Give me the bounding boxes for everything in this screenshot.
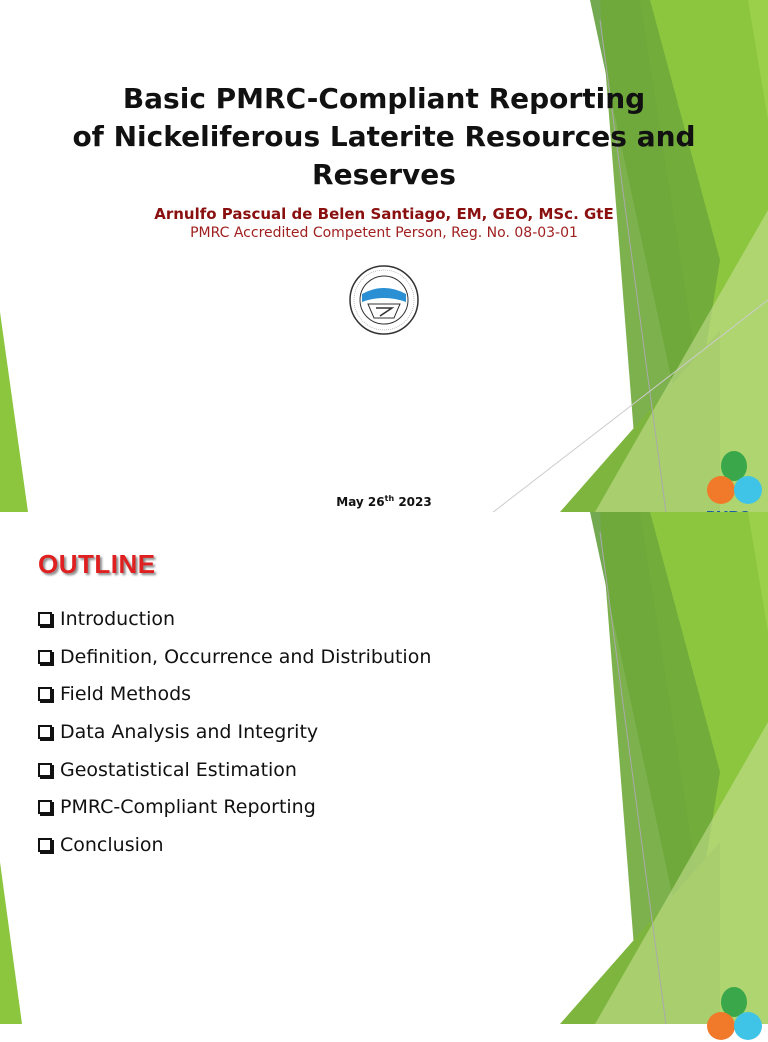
outline-item-label: Geostatistical Estimation bbox=[60, 758, 297, 781]
presentation-title bbox=[60, 80, 708, 194]
checkbox-bullet-icon bbox=[38, 725, 52, 739]
presentation-date bbox=[300, 494, 468, 509]
date-year: 2023 bbox=[394, 495, 432, 509]
outline-item-label: Introduction bbox=[60, 608, 176, 630]
list-item bbox=[36, 834, 431, 872]
checkbox-bullet-icon bbox=[38, 650, 52, 664]
title-line-2: of Nickeliferous Laterite Resources and bbox=[72, 120, 696, 153]
checkbox-bullet-icon bbox=[38, 612, 52, 626]
title-line-3: Reserves bbox=[312, 158, 456, 191]
date-day: May 26 bbox=[336, 495, 385, 509]
checkbox-bullet-icon bbox=[38, 687, 52, 701]
author-credential: PMRC Accredited Competent Person, Reg. No. 08-03-01 bbox=[190, 225, 578, 241]
outline-item-label: Definition, Occurrence and Distribution bbox=[60, 645, 432, 668]
list-item bbox=[36, 796, 431, 834]
list-item bbox=[36, 646, 431, 684]
list-item bbox=[36, 721, 431, 759]
list-item bbox=[36, 683, 431, 721]
checkbox-bullet-icon bbox=[38, 838, 52, 852]
outline-item-label: Data Analysis and Integrity bbox=[60, 721, 319, 744]
pmrc-logo-icon bbox=[700, 982, 768, 1042]
checkbox-bullet-icon bbox=[38, 800, 52, 814]
geological-society-seal-icon bbox=[346, 264, 422, 336]
author-name: Arnulfo Pascual de Belen Santiago, EM, GEO, MSc. GtE bbox=[154, 205, 614, 223]
outline-heading: OUTLINE bbox=[38, 549, 156, 579]
list-item bbox=[36, 608, 431, 646]
outline-list bbox=[36, 608, 431, 872]
outline-item-label: Conclusion bbox=[60, 834, 164, 857]
list-item bbox=[36, 759, 431, 797]
outline-item-label: PMRC-Compliant Reporting bbox=[60, 796, 316, 819]
green-decoration bbox=[0, 0, 768, 512]
title-line-1: Basic PMRC-Compliant Reporting bbox=[122, 82, 646, 115]
title-slide bbox=[0, 0, 768, 512]
outline-slide bbox=[0, 512, 768, 1024]
outline-item-label: Field Methods bbox=[60, 683, 192, 706]
date-ordinal: th bbox=[384, 494, 395, 503]
checkbox-bullet-icon bbox=[38, 763, 52, 777]
